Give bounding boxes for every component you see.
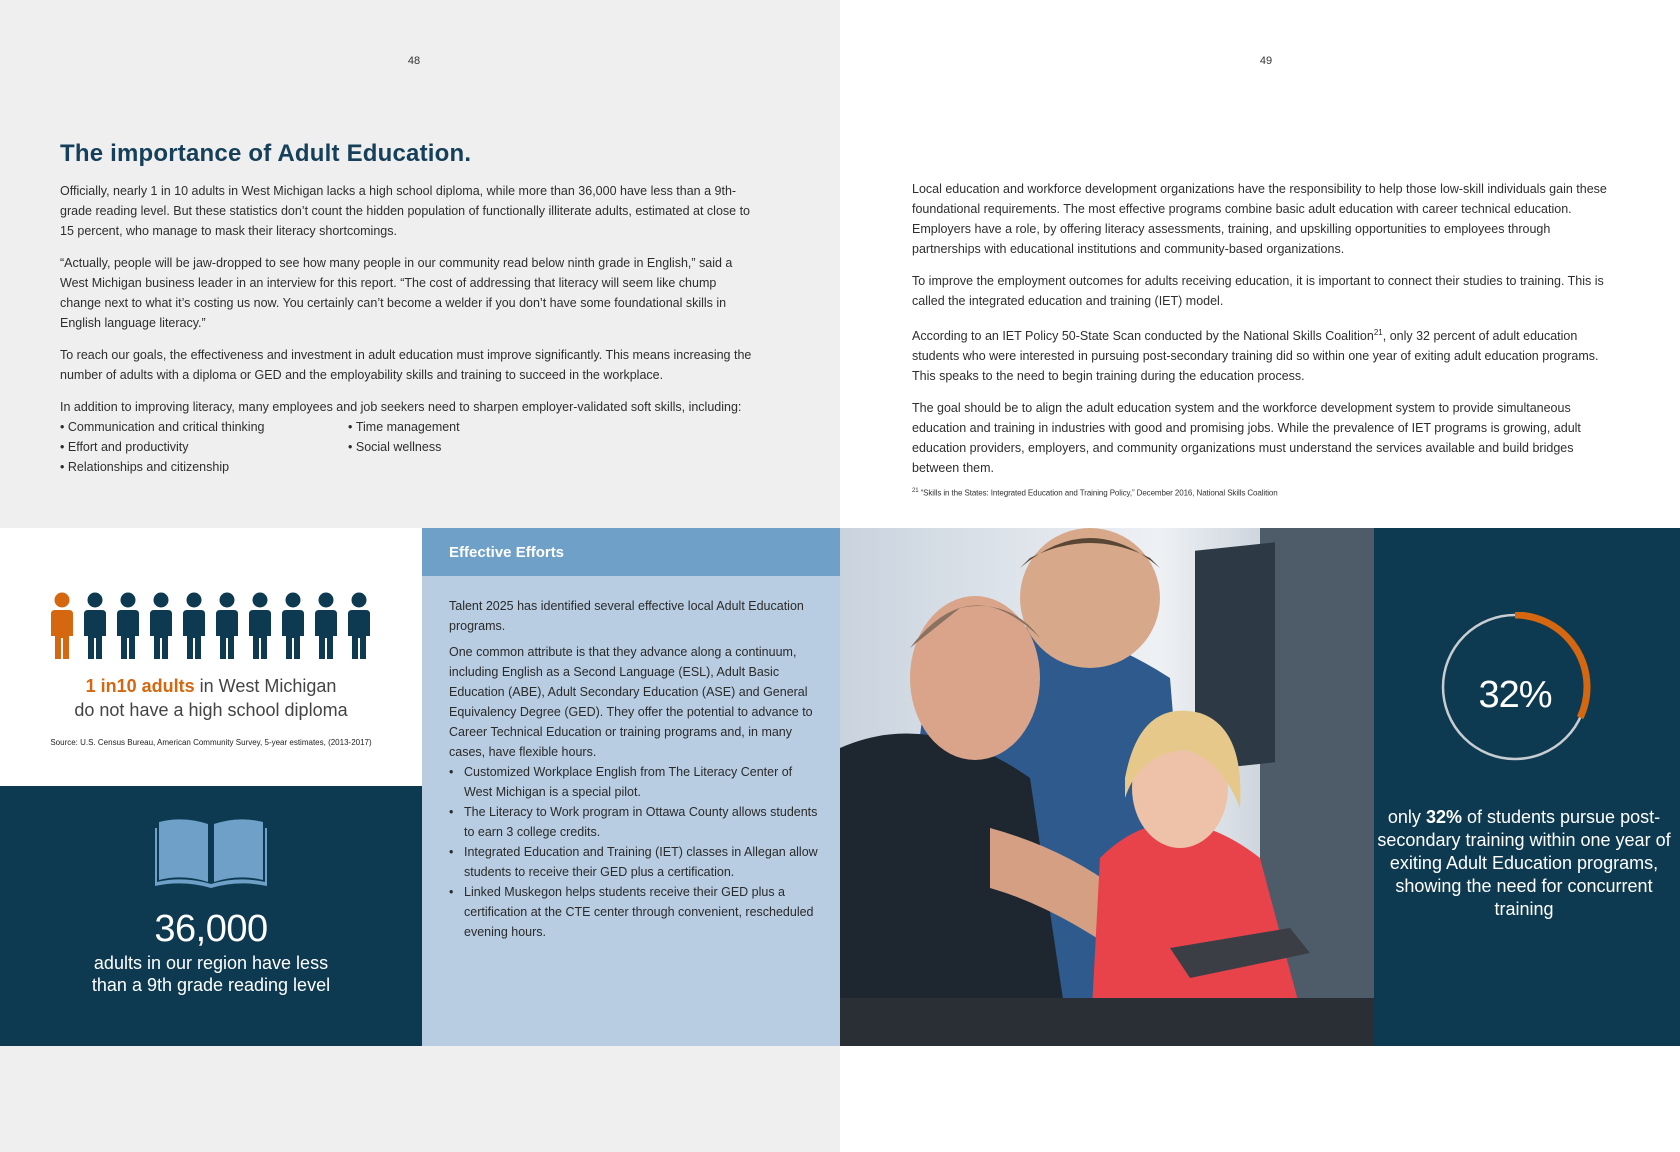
skill-item: • Effort and productivity (60, 437, 348, 457)
paragraph: Local education and workforce development organizations have the responsibility to help those low-skill individuals gain these foundational requirements. The most effective programs combine basic adult education with career technical education. Employers have a role, by offering literacy assessments, training, and upskilling opportunities to employees through partnerships with educational institutions and community-based organizations. (912, 182, 1607, 256)
person-icon (51, 593, 73, 660)
page-number-left: 48 (407, 55, 421, 67)
person-icon (183, 593, 205, 660)
iet-text-after: , only 32 percent of adult education students who were interested in pursuing post-secondary training did so within one year of exiting adult education programs. This speaks to the need to begin training during the education process. (912, 329, 1599, 384)
program-item: • Integrated Education and Training (IET) classes in Allegan allow students to receive their GED plus a certification. (449, 842, 821, 882)
diploma-stat-line2: do not have a high school diploma (74, 700, 348, 720)
percent-label: 32% (1478, 674, 1552, 716)
effective-efforts-heading: Effective Efforts (422, 528, 840, 576)
skills-list (60, 417, 760, 477)
footnote-mark: 21 (912, 488, 919, 494)
skills-intro: In addition to improving literacy, many employees and job seekers need to sharpen employer-validated soft skills, including: (60, 400, 742, 414)
program-item: • The Literacy to Work program in Ottawa County allows students to earn 3 college credits. (449, 802, 821, 842)
reading-stat-number: 36,000 (154, 908, 268, 950)
paragraph: To reach our goals, the effectiveness and investment in adult education must improve significantly. This means increasing the number of adults with a diploma or GED and the employability skills and training to succeed in the workplace. (60, 348, 752, 382)
diploma-stat-source: Source: U.S. Census Bureau, American Community Survey, 5-year estimates, (2013-2017) (50, 738, 372, 747)
footnote-ref[interactable]: 21 (1373, 328, 1383, 337)
footnote (912, 488, 1278, 498)
training-text-bold: 32% (1425, 807, 1462, 827)
program-item: • Linked Muskegon helps students receive their GED plus a certification at the CTE center through convenient, rescheduled evening hours. (449, 882, 821, 942)
programs-list (449, 762, 821, 942)
skill-item: • Time management (348, 417, 548, 437)
training-text-before: only (1387, 807, 1426, 827)
effective-efforts-body (449, 596, 821, 942)
footnote-text: “Skills in the States: Integrated Education and Training Policy,” December 2016, National Skills Coalition (920, 488, 1278, 498)
training-text-after: of students pursue post-secondary training within one year of exiting Adult Education programs, showing the need for concurrent training (1377, 807, 1671, 919)
program-item: • Customized Workplace English from The Literacy Center of West Michigan is a special pilot. (449, 762, 821, 802)
diploma-stat-text (0, 674, 422, 722)
person-icon (117, 593, 139, 660)
diploma-stat-rest: in West Michigan (194, 676, 337, 696)
reading-stat-text (0, 952, 422, 996)
efforts-intro: Talent 2025 has identified several effective local Adult Education programs. (449, 599, 804, 633)
skill-item: • Social wellness (348, 437, 548, 457)
training-stat-panel (1374, 528, 1680, 1046)
person-icon (282, 593, 304, 660)
skill-item: • Relationships and citizenship (60, 457, 348, 477)
open-book-icon (155, 818, 267, 888)
page-title: The importance of Adult Education. (60, 140, 472, 167)
paragraph: To improve the employment outcomes for adults receiving education, it is important to connect their studies to training. This is called the integrated education and training (IET) model. (912, 274, 1604, 308)
left-body (60, 181, 760, 477)
person-icon (84, 593, 106, 660)
paragraph: The goal should be to align the adult education system and the workforce development system to provide simultaneous education and training in industries with good and promising jobs. While the prevalence of IET programs is growing, adult education providers, employers, and community organizations must understand the services available and build bridges between them. (912, 401, 1581, 476)
person-icon (150, 593, 172, 660)
person-icon (348, 593, 370, 660)
efforts-description: One common attribute is that they advance along a continuum, including English as a Second Language (ESL), Adult Basic Education (ABE), Adult Secondary Education (ASE) and General Equivalency Degree (GED). They offer the potential to advance to Career Technical Education or training programs and, in many cases, have flexible hours. (449, 645, 813, 759)
person-icon (249, 593, 271, 660)
page-number-right: 49 (1259, 55, 1273, 67)
diploma-stat-highlight: 1 in10 adults (85, 676, 195, 696)
skill-item: • Communication and critical thinking (60, 417, 348, 437)
paragraph: “Actually, people will be jaw-dropped to see how many people in our community read below ninth grade in English,” said a West Michigan business leader in an interview for this report. “The cost of addressing that literacy will seem like chump change next to what it’s costing us now. You certainly can’t become a welder if you don’t have some foundational skills in English language literacy.” (60, 256, 733, 330)
effective-efforts-panel (422, 528, 840, 1046)
people-icons (50, 592, 380, 662)
iet-paragraph (912, 323, 1612, 386)
photo-illustration (840, 528, 1374, 1046)
iet-text-before: According to an IET Policy 50-State Scan conducted by the National Skills Coalition (912, 329, 1374, 344)
students-photo (840, 528, 1374, 1046)
reading-stat-line2: than a 9th grade reading level (91, 975, 331, 995)
right-body (912, 179, 1612, 490)
person-icon (315, 593, 337, 660)
paragraph: Officially, nearly 1 in 10 adults in West Michigan lacks a high school diploma, while more than 36,000 have less than a 9th-grade reading level. But these statistics don’t count the hidden population of functionally illiterate adults, estimated at close to 15 percent, who manage to mask their literacy shortcomings. (60, 184, 751, 238)
reading-stat-line1: adults in our region have less (93, 953, 329, 973)
training-stat-text (1374, 806, 1674, 921)
person-icon (216, 593, 238, 660)
